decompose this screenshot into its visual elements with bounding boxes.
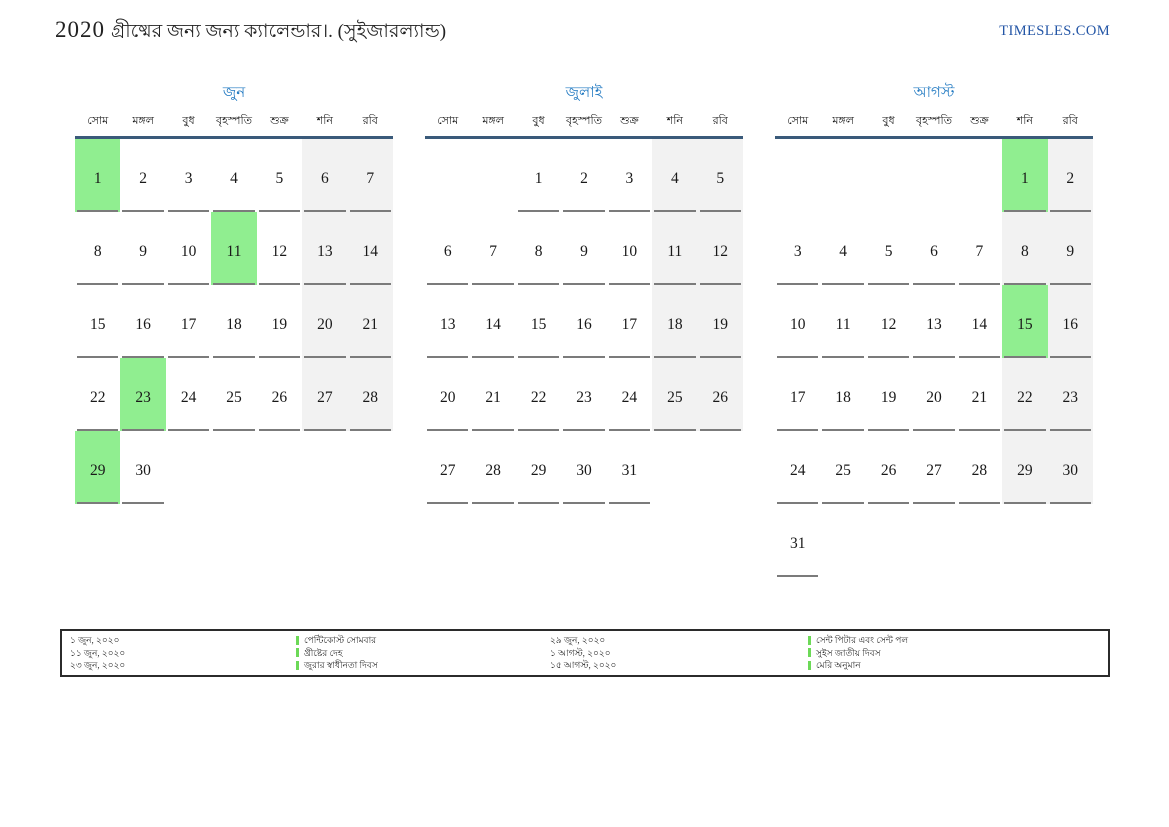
day-cell: 20 [302, 285, 347, 358]
day-header: রবি [712, 115, 728, 127]
day-cell: 21 [348, 285, 393, 358]
day-cell: 13 [302, 212, 347, 285]
day-cell: 2 [1048, 139, 1093, 212]
legend-text: খ্রীষ্টের দেহ [304, 647, 343, 658]
day-cell: 7 [957, 212, 1002, 285]
day-cell: 11 [652, 212, 697, 285]
legend-text: ১১ জুন, ২০২০ [70, 647, 126, 658]
legend-holiday-name [808, 659, 908, 672]
day-cell: 17 [775, 358, 820, 431]
month-0 [75, 82, 393, 504]
legend-text: সেন্ট পিটার এবং সেন্ট পল [816, 635, 909, 645]
empty-cell [211, 431, 256, 504]
holiday-marker-icon [296, 661, 299, 670]
day-cell: 27 [911, 431, 956, 504]
day-cell: 1 [1002, 139, 1047, 212]
empty-cell [698, 431, 743, 504]
day-cell: 16 [1048, 285, 1093, 358]
legend-text: মেরি অনুমান [816, 660, 861, 670]
day-cell: 2 [120, 139, 165, 212]
legend-text: ১৫ আগস্ট, ২০২০ [550, 660, 617, 670]
day-cell: 12 [698, 212, 743, 285]
day-cell: 20 [425, 358, 470, 431]
holiday-marker-icon [808, 661, 811, 670]
day-cell: 30 [120, 431, 165, 504]
day-header: বুধ [182, 115, 195, 127]
legend-holiday-date [70, 659, 125, 672]
legend-text: ২৩ জুন, ২০২০ [70, 660, 126, 670]
month-title: আগস্ট [913, 85, 955, 101]
day-cell: 15 [516, 285, 561, 358]
day-cell: 10 [607, 212, 652, 285]
day-cell: 26 [866, 431, 911, 504]
empty-cell [911, 504, 956, 577]
legend-holiday-date [550, 647, 616, 660]
day-cell: 14 [957, 285, 1002, 358]
legend-dates-column-2 [550, 634, 616, 672]
day-cell: 18 [652, 285, 697, 358]
day-header: সোম [437, 115, 459, 127]
page-title-text: গ্রীষ্মের জন্য জন্য ক্যালেন্ডার।. (সুইজারল্যান্ড) [111, 21, 447, 42]
day-cell: 12 [257, 212, 302, 285]
day-cell: 24 [775, 431, 820, 504]
day-header: মঙ্গল [132, 115, 154, 127]
day-cell: 6 [911, 212, 956, 285]
day-cell: 26 [257, 358, 302, 431]
day-grid [425, 139, 743, 504]
day-cell: 11 [211, 212, 256, 285]
day-cell: 29 [516, 431, 561, 504]
site-link[interactable]: TIMESLES.COM [999, 23, 1110, 39]
empty-cell [302, 431, 347, 504]
day-cell: 6 [425, 212, 470, 285]
day-cell: 16 [120, 285, 165, 358]
legend-holiday-name [296, 659, 378, 672]
month-2 [775, 82, 1093, 577]
empty-cell [911, 139, 956, 212]
empty-cell [166, 431, 211, 504]
day-cell: 4 [652, 139, 697, 212]
day-header: সোম [787, 115, 809, 127]
day-grid [75, 139, 393, 504]
holiday-marker-icon [808, 636, 811, 645]
day-cell: 25 [820, 431, 865, 504]
legend-text: সুইস জাতীয় দিবস [816, 647, 881, 658]
day-cell: 8 [1002, 212, 1047, 285]
day-header: বুধ [532, 115, 545, 127]
day-cell: 18 [211, 285, 256, 358]
legend-names-column-1 [296, 634, 378, 672]
day-cell: 6 [302, 139, 347, 212]
day-cell: 19 [866, 358, 911, 431]
day-cell: 22 [1002, 358, 1047, 431]
day-cell: 9 [561, 212, 606, 285]
legend-dates-column-1 [70, 634, 125, 672]
day-cell: 24 [166, 358, 211, 431]
day-header: শনি [666, 115, 683, 127]
day-header: বৃহস্পতি [916, 115, 952, 127]
day-cell: 25 [652, 358, 697, 431]
day-cell: 2 [561, 139, 606, 212]
day-cell: 18 [820, 358, 865, 431]
day-cell: 19 [257, 285, 302, 358]
day-header: বুধ [882, 115, 895, 127]
day-grid [775, 139, 1093, 577]
empty-cell [820, 504, 865, 577]
day-cell: 12 [866, 285, 911, 358]
day-cell: 4 [820, 212, 865, 285]
day-cell: 28 [470, 431, 515, 504]
day-cell: 5 [257, 139, 302, 212]
day-cell: 20 [911, 358, 956, 431]
day-cell: 21 [957, 358, 1002, 431]
legend-holiday-name [808, 647, 908, 660]
empty-cell [348, 431, 393, 504]
day-cell: 14 [348, 212, 393, 285]
empty-cell [425, 139, 470, 212]
day-cell: 8 [516, 212, 561, 285]
day-cell: 21 [470, 358, 515, 431]
day-header: শনি [1016, 115, 1033, 127]
day-header: রবি [362, 115, 378, 127]
day-cell: 3 [607, 139, 652, 212]
month-1 [425, 82, 743, 504]
day-cell: 9 [120, 212, 165, 285]
holiday-marker-icon [296, 648, 299, 657]
legend-holiday-name [296, 634, 378, 647]
day-cell: 3 [166, 139, 211, 212]
day-cell: 11 [820, 285, 865, 358]
day-cell: 15 [1002, 285, 1047, 358]
day-header: শনি [316, 115, 333, 127]
day-header: মঙ্গল [482, 115, 504, 127]
day-cell: 23 [561, 358, 606, 431]
empty-cell [470, 139, 515, 212]
legend-text: ২৯ জুন, ২০২০ [550, 635, 606, 645]
day-headers-row [775, 104, 1093, 139]
empty-cell [820, 139, 865, 212]
month-title: জুলাই [565, 85, 603, 101]
day-cell: 13 [425, 285, 470, 358]
day-header: বৃহস্পতি [566, 115, 602, 127]
day-cell: 14 [470, 285, 515, 358]
legend-names-column-2 [808, 634, 908, 672]
legend-holiday-date [70, 634, 125, 647]
day-cell: 4 [211, 139, 256, 212]
legend-holiday-name [296, 647, 378, 660]
day-cell: 22 [516, 358, 561, 431]
legend-text: পেন্টিকোস্ট সোমবার [304, 635, 377, 645]
day-cell: 3 [775, 212, 820, 285]
day-header: শুক্র [620, 115, 639, 127]
holiday-marker-icon [808, 648, 811, 657]
empty-cell [1002, 504, 1047, 577]
empty-cell [775, 139, 820, 212]
day-cell: 17 [166, 285, 211, 358]
year-label: 2020 [55, 17, 105, 42]
day-cell: 31 [775, 504, 820, 577]
day-cell: 7 [348, 139, 393, 212]
legend-text: ১ জুন, ২০২০ [70, 635, 120, 645]
day-cell: 19 [698, 285, 743, 358]
legend-text: ১ আগস্ট, ২০২০ [550, 647, 611, 658]
legend-holiday-date [550, 634, 616, 647]
day-cell: 27 [425, 431, 470, 504]
empty-cell [257, 431, 302, 504]
legend-holiday-date [70, 647, 125, 660]
day-cell: 26 [698, 358, 743, 431]
day-cell: 29 [75, 431, 120, 504]
day-cell: 13 [911, 285, 956, 358]
day-cell: 23 [1048, 358, 1093, 431]
day-cell: 30 [561, 431, 606, 504]
day-cell: 16 [561, 285, 606, 358]
day-cell: 22 [75, 358, 120, 431]
day-cell: 31 [607, 431, 652, 504]
legend-box [60, 629, 1110, 677]
empty-cell [866, 504, 911, 577]
day-cell: 17 [607, 285, 652, 358]
legend-holiday-name [808, 634, 908, 647]
day-cell: 5 [698, 139, 743, 212]
day-cell: 27 [302, 358, 347, 431]
legend-holiday-date [550, 659, 616, 672]
day-cell: 7 [470, 212, 515, 285]
day-cell: 25 [211, 358, 256, 431]
empty-cell [866, 139, 911, 212]
day-cell: 30 [1048, 431, 1093, 504]
day-cell: 1 [75, 139, 120, 212]
legend-text: জুরার স্বাধীনতা দিবস [304, 660, 378, 670]
day-headers-row [425, 104, 743, 139]
day-cell: 28 [957, 431, 1002, 504]
day-cell: 10 [166, 212, 211, 285]
day-cell: 10 [775, 285, 820, 358]
holiday-marker-icon [296, 636, 299, 645]
empty-cell [1048, 504, 1093, 577]
day-cell: 1 [516, 139, 561, 212]
empty-cell [957, 139, 1002, 212]
day-header: মঙ্গল [832, 115, 854, 127]
day-cell: 5 [866, 212, 911, 285]
day-cell: 23 [120, 358, 165, 431]
day-header: শুক্র [970, 115, 989, 127]
empty-cell [957, 504, 1002, 577]
day-cell: 9 [1048, 212, 1093, 285]
day-cell: 29 [1002, 431, 1047, 504]
empty-cell [652, 431, 697, 504]
day-cell: 8 [75, 212, 120, 285]
day-cell: 28 [348, 358, 393, 431]
day-header: সোম [87, 115, 109, 127]
page-title [55, 17, 446, 49]
day-header: বৃহস্পতি [216, 115, 252, 127]
day-header: রবি [1062, 115, 1078, 127]
month-title: জুন [222, 85, 246, 101]
day-headers-row [75, 104, 393, 139]
day-cell: 24 [607, 358, 652, 431]
day-cell: 15 [75, 285, 120, 358]
day-header: শুক্র [270, 115, 289, 127]
